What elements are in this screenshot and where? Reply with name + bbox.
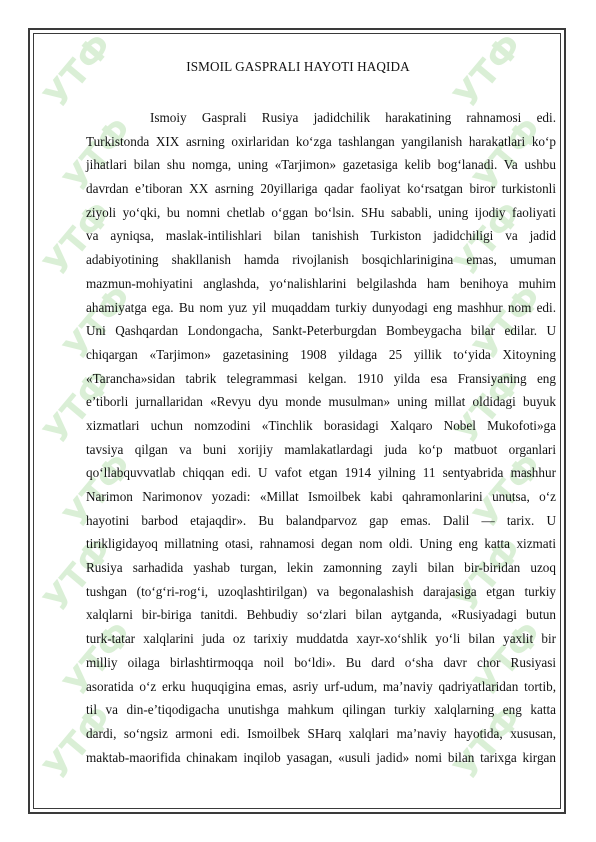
text-line: jihatlari bilan shu nomga, uning «Tarjimon» gazetasiga kelib bog‘lanadi. Va ushbu — [86, 157, 556, 173]
watermark-glyph: УТФ — [466, 110, 551, 200]
text-line: ahamiyatga ega. Bu nom yuz yil muqaddam turkiy dunyodagi eng mashhur nom edi. — [86, 299, 556, 315]
text-line: chiqargan «Tarjimon» gazetasining 1908 yildaga 25 yillik to‘yida Xitoyning — [86, 346, 556, 362]
text-line: Turkistonda XIX asrning oxirlaridan ko‘zga tashlangan yangilanish harakatlari ko‘p — [86, 133, 556, 149]
watermark-glyph: УТФ — [36, 194, 121, 284]
text-line: tirikligidayoq millatning otasi, rahnamosi degan nom oldi. Uning eng katta xizmati — [86, 536, 556, 552]
text-line: dardi, so‘ngsiz armoni edi. Ismoilbek SHarq xalqlari ma’naviy hayotida, xususan, — [86, 725, 556, 741]
text-line: tavsiya qilgan va buni xorijiy mamlakatlardagi juda ko‘p matbuot organlari — [86, 441, 556, 457]
watermark-glyph: УТФ — [446, 26, 531, 116]
watermark-glyph: УТФ — [36, 530, 121, 620]
watermark-glyph: УТФ — [446, 194, 531, 284]
text-line: ziyoli yo‘qki, bu nomni chetlab o‘ggan bo‘lsin. SHu sababli, uning ijodiy faoliyati — [86, 204, 556, 220]
watermark-glyph: УТФ — [56, 446, 141, 536]
text-line: e’tiborli jurnallaridan «Revyu dyu monde musulman» uning millat oldidagi buyuk — [86, 394, 556, 410]
text-line: Narimon Narimonov yozadi: «Millat Ismoilbek kabi qahramonlarini unutsa, o‘z — [86, 489, 556, 504]
text-line: til va din-e’tiqodigacha unutishga mahkum qilingan turkiy xalqlarning eng katta — [86, 702, 556, 718]
text-line: hayotini barbod etajaqdir». Bu balandparvoz gap emas. Dalil — tarix. U — [86, 512, 556, 528]
text-line: asoratida o‘z erku huquqigina emas, asriy urf-udum, ma’naviy qadriyatlaridan tortib, — [86, 678, 556, 694]
text-line: davrdan e’tiboran XX asrning 20yillariga qadar faoliyat ko‘rsatgan biror turkistonli — [86, 181, 556, 197]
text-line: Rusiya sarhadida yashab turgan, lekin zamonning zayli bilan bir-biridan uzoq — [86, 560, 556, 576]
watermark-glyph: УТФ — [466, 614, 551, 704]
text-line: maktab-maorifida chinakam inqilob yasagan, «usuli jadid» nomi bilan tarixga kirgan — [86, 749, 556, 765]
document-body — [86, 106, 556, 769]
watermark-glyph: УТФ — [56, 614, 141, 704]
text-line: turk-tatar xalqlarini juda oz tarixiy muddatda xayr-xo‘shlik yo‘li bilan yaxlit bir — [86, 631, 556, 647]
watermark-glyph: УТФ — [36, 362, 121, 452]
watermark-glyph: УТФ — [446, 362, 531, 452]
watermark-glyph: УТФ — [466, 446, 551, 536]
text-line: xalqlarni bir-biriga tanitdi. Behbudiy so‘zlari bilan aytganda, «Rusiyadagi butun — [86, 607, 556, 623]
watermark-glyph: УТФ — [446, 698, 531, 788]
text-line: milliy oilaga birlashtirmoqqa noil bo‘ldi». Bu dard o‘sha davr chor Rusiyasi — [86, 654, 556, 670]
text-line: Ismoiy Gasprali Rusiya jadidchilik harakatining rahnamosi edi. — [150, 110, 556, 125]
text-line: qo‘llabquvvatlab chiqqan edi. U vafot etgan 1914 yilning 11 sentyabrida mashhur — [86, 465, 556, 481]
text-line: xizmatlari uchun nomzodini «Tinchlik borasidagi Xalqaro Nobel Mukofoti»ga — [86, 417, 556, 433]
watermark-glyph: УТФ — [446, 530, 531, 620]
text-line: va ayniqsa, maslak-intilishlari bilan tanishish Turkiston jadidchiligi va jadid — [86, 228, 556, 244]
text-line: mazmun-mohiyatini anglashda, yo‘nalishlarini belgilashda ham benihoya muhim — [86, 275, 556, 291]
text-line: tushgan (to‘g‘ri-rog‘i, uzoqlashtirilgan) va begonalashish darajasiga etgan turkiy — [86, 583, 556, 599]
watermark-glyph: УТФ — [466, 278, 551, 368]
watermark-glyph: УТФ — [56, 110, 141, 200]
text-line: adabiyotining shakllanish hamda rivojlanish bosqichlarinigina emas, umuman — [86, 252, 556, 268]
text-line: «Tarancha»sidan tabrik telegrammasi kelgan. 1910 yilda esa Fransiyaning eng — [86, 370, 556, 386]
watermark-glyph: УТФ — [56, 278, 141, 368]
text-line: Uni Qashqardan Londongacha, Sankt-Peterburgdan Bombeygacha bilar edilar. U — [86, 323, 556, 339]
watermark-glyph: УТФ — [36, 698, 121, 788]
document-title: ISMOIL GASPRALI HAYOTI HAQIDA — [186, 59, 410, 74]
watermark-glyph: УТФ — [36, 26, 121, 116]
